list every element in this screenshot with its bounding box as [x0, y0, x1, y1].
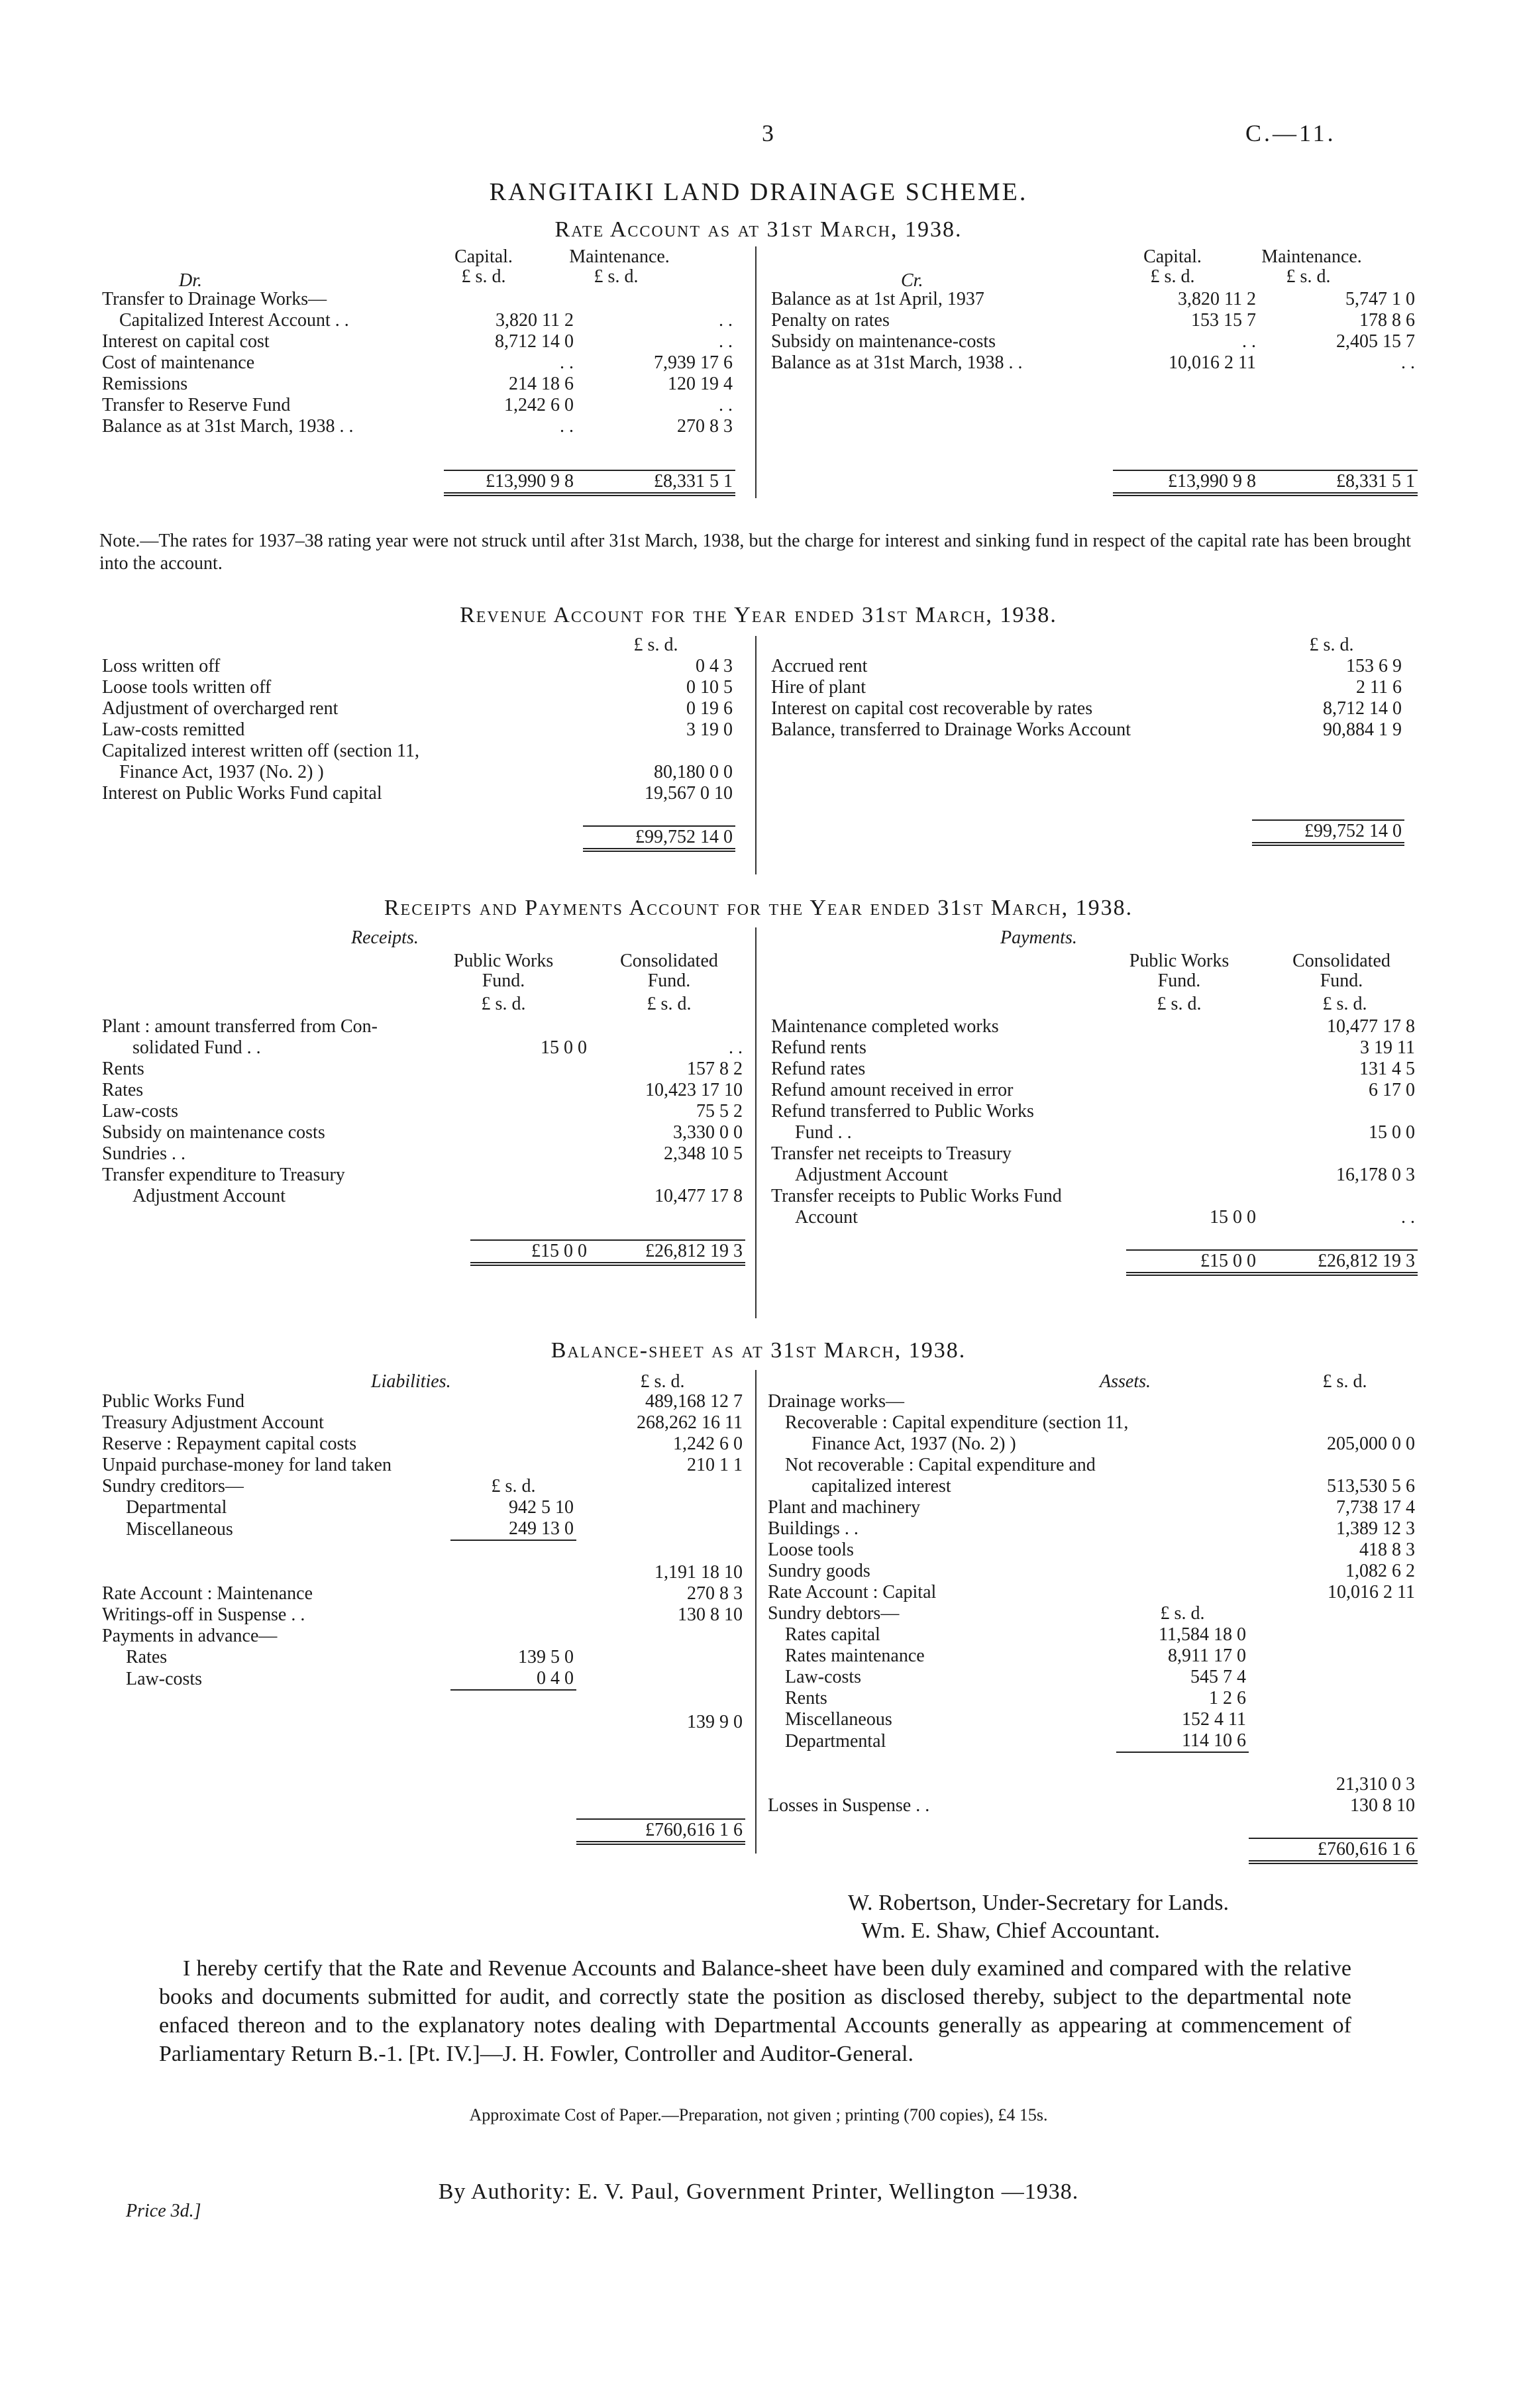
- assets-table: [765, 1391, 1418, 1864]
- table-row: Rates 10,423 17 10: [102, 1080, 743, 1100]
- table-row: Rents 1 2 6: [785, 1688, 1246, 1708]
- payments-cons-total: £26,812 19 3: [1259, 1250, 1418, 1274]
- table-row: Buildings . . 1,389 12 3: [768, 1518, 1415, 1539]
- table-row: capitalized interest 513,530 5 6: [811, 1476, 1415, 1496]
- rate-dr-label: Dr.: [179, 270, 203, 291]
- document-reference: C.—11.: [1245, 120, 1336, 146]
- balance-sheet-title: Balance-sheet as at 31st March, 1938.: [550, 1338, 967, 1363]
- assets-total: £760,616 1 6: [1249, 1838, 1418, 1862]
- receipts-cons-units: £ s. d.: [647, 994, 692, 1014]
- table-row: Maintenance completed works 10,477 17 8: [771, 1016, 1415, 1037]
- table-row: Finance Act, 1937 (No. 2) ) 205,000 0 0: [811, 1434, 1415, 1454]
- table-row: Accrued rent 153 6 9: [771, 656, 1402, 676]
- table-row: Interest on Public Works Fund capital 19,567 0 10: [102, 783, 733, 804]
- scheme-title: RANGITAIKI LAND DRAINAGE SCHEME.: [489, 178, 1028, 206]
- table-row: Rates maintenance 8,911 17 0: [785, 1646, 1246, 1666]
- table-row: Rates capital 11,584 18 0: [785, 1624, 1246, 1645]
- rate-cr-maintenance-units: £ s. d.: [1286, 266, 1331, 287]
- table-row: Cost of maintenance . . 7,939 17 6: [102, 352, 733, 373]
- printing-authority: By Authority: E. V. Paul, Government Printer, Wellington —1938.: [438, 2179, 1079, 2204]
- table-row: Writings-off in Suspense . . 130 8 10: [102, 1604, 743, 1625]
- table-row: Subsidy on maintenance-costs . . 2,405 15 7: [771, 331, 1415, 352]
- table-row: Sundries . . 2,348 10 5: [102, 1143, 743, 1164]
- receipts-payments-title: Receipts and Payments Account for the Year ended 31st March, 1938.: [384, 896, 1133, 920]
- payments-label: Payments.: [1000, 927, 1077, 948]
- payments-pwf-heading: Public Works Fund.: [1129, 951, 1229, 991]
- table-row: Hire of plant 2 11 6: [771, 677, 1402, 698]
- table-row: Interest on capital cost recoverable by rates 8,712 14 0: [771, 698, 1402, 719]
- table-row: Transfer to Drainage Works—: [102, 289, 327, 309]
- table-row: Fund . . 15 0 0: [795, 1122, 1415, 1143]
- table-row: Refund amount received in error 6 17 0: [771, 1080, 1415, 1100]
- payments-pwf-units: £ s. d.: [1157, 994, 1202, 1014]
- table-row: Law-costs 545 7 4: [785, 1667, 1246, 1687]
- revenue-right-total: £99,752 14 0: [1252, 820, 1404, 844]
- table-row: Losses in Suspense . . 130 8 10: [768, 1795, 1415, 1816]
- rate-cr-table: [768, 289, 1418, 496]
- table-row: Public Works Fund 489,168 12 7: [102, 1391, 743, 1412]
- table-row: Transfer net receipts to Treasury: [771, 1143, 1012, 1164]
- rate-dr-capital-units: £ s. d.: [461, 266, 506, 287]
- assets-label: Assets.: [1100, 1371, 1151, 1392]
- rate-dr-maintenance-total: £8,331 5 1: [576, 470, 735, 494]
- table-row: Transfer to Reserve Fund 1,242 6 0 . .: [102, 395, 733, 415]
- table-row: Remissions 214 18 6 120 19 4: [102, 374, 733, 394]
- rate-cr-maintenance-heading: Maintenance.: [1261, 246, 1362, 267]
- table-row: Balance as at 31st March, 1938 . . 10,016 2 11 . .: [771, 352, 1415, 373]
- table-row: Departmental 114 10 6: [785, 1730, 1246, 1752]
- table-row: Sundry debtors— £ s. d.: [768, 1603, 1205, 1624]
- receipts-pwf-heading: Public Works Fund.: [453, 951, 554, 991]
- table-row: solidated Fund . . 15 0 0 . .: [132, 1037, 743, 1058]
- table-row: Law-costs 0 4 0: [126, 1668, 574, 1689]
- receipts-pwf-units: £ s. d.: [481, 994, 526, 1014]
- table-row: Rates 139 5 0: [126, 1647, 574, 1667]
- table-row: Plant : amount transferred from Con-: [102, 1016, 378, 1037]
- table-row: Loose tools 418 8 3: [768, 1540, 1415, 1560]
- table-row: Loss written off 0 4 3: [102, 656, 733, 676]
- payments-cons-heading: Consolidated Fund.: [1292, 951, 1390, 991]
- payments-pwf-total: £15 0 0: [1126, 1250, 1259, 1274]
- table-row: Penalty on rates 153 15 7 178 8 6: [771, 310, 1415, 331]
- table-row: Balance as at 31st March, 1938 . . . . 270 8 3: [102, 416, 733, 437]
- table-row: Finance Act, 1937 (No. 2) ) 80,180 0 0: [119, 762, 733, 782]
- rate-dr-table: [99, 289, 735, 496]
- assets-total-row: [765, 1838, 1418, 1862]
- rate-cr-capital-units: £ s. d.: [1150, 266, 1195, 287]
- table-row: Capitalized Interest Account . . 3,820 11 2 . .: [119, 310, 733, 331]
- table-row: [765, 1752, 1418, 1774]
- table-row: Refund rates 131 4 5: [771, 1059, 1415, 1079]
- revenue-right-total-row: [768, 820, 1404, 844]
- table-row: Interest on capital cost 8,712 14 0 . .: [102, 331, 733, 352]
- table-row: Recoverable : Capital expenditure (section 11,: [785, 1412, 1129, 1433]
- liabilities-total: £760,616 1 6: [576, 1819, 745, 1843]
- payments-cons-units: £ s. d.: [1322, 994, 1367, 1014]
- table-row: Unpaid purchase-money for land taken 210 1 1: [102, 1455, 743, 1475]
- payments-totals-row: [768, 1250, 1418, 1274]
- table-row: Transfer expenditure to Treasury: [102, 1165, 345, 1185]
- rate-cr-label: Cr.: [901, 270, 923, 291]
- table-row: 1,191 18 10: [654, 1562, 743, 1583]
- rate-cr-maintenance-total: £8,331 5 1: [1259, 470, 1418, 494]
- table-row: Subsidy on maintenance costs 3,330 0 0: [102, 1122, 743, 1143]
- revenue-right-table: [768, 656, 1404, 846]
- revenue-left-units: £ s. d.: [633, 635, 678, 655]
- signature-under-secretary: W. Robertson, Under-Secretary for Lands.: [848, 1891, 1229, 1915]
- receipts-cons-total: £26,812 19 3: [590, 1240, 745, 1264]
- price: Price 3d.]: [126, 2201, 201, 2221]
- table-row: Reserve : Repayment capital costs 1,242 6 0: [102, 1434, 743, 1454]
- table-row: Adjustment Account 10,477 17 8: [132, 1186, 743, 1206]
- revenue-account-title: Revenue Account for the Year ended 31st March, 1938.: [460, 603, 1057, 627]
- table-row: Sundry goods 1,082 6 2: [768, 1561, 1415, 1581]
- signatures: [848, 1889, 1229, 1945]
- table-row: Adjustment Account 16,178 0 3: [795, 1165, 1415, 1185]
- rate-account-note: Note.—The rates for 1937–38 rating year were not struck until after 31st March, 1938, but the charge for interest and sinking fund in respect of the capital rate has been brought into the account.: [99, 531, 1411, 574]
- table-row: Not recoverable : Capital expenditure and: [785, 1455, 1096, 1475]
- table-row: Adjustment of overcharged rent 0 19 6: [102, 698, 733, 719]
- rate-dr-totals-row: [99, 470, 735, 494]
- table-row: Miscellaneous 249 13 0: [126, 1518, 574, 1540]
- receipts-cons-heading: Consolidated Fund.: [620, 951, 718, 991]
- liabilities-label: Liabilities.: [371, 1371, 451, 1392]
- table-row: Balance as at 1st April, 1937 3,820 11 2 5,747 1 0: [771, 289, 1415, 309]
- table-row: Drainage works—: [768, 1391, 905, 1412]
- audit-certificate: I hereby certify that the Rate and Revenue Accounts and Balance-sheet have been duly examined and compared with the relative books and documents submitted for audit, and correctly state the position as disclosed thereby, subject to the departmental note enfaced thereon and to the explanatory notes dealing with Departmental Accounts generally as appearing at commencement of Parliamentary Return B.-1. [Pt. IV.]—J. H. Fowler, Controller and Auditor-General.: [159, 1956, 1351, 2066]
- receipts-totals-row: [99, 1240, 745, 1264]
- rate-dr-maintenance-heading: Maintenance.: [569, 246, 670, 267]
- page-number: 3: [762, 120, 774, 146]
- receipts-label: Receipts.: [351, 927, 419, 948]
- table-row: Loose tools written off 0 10 5: [102, 677, 733, 698]
- table-row: Balance, transferred to Drainage Works Account 90,884 1 9: [771, 719, 1402, 740]
- rate-dr-maintenance-units: £ s. d.: [594, 266, 639, 287]
- liabilities-total-row: [99, 1819, 745, 1843]
- table-row: Rate Account : Capital 10,016 2 11: [768, 1582, 1415, 1602]
- payments-table: [768, 1016, 1418, 1276]
- cost-of-paper: Approximate Cost of Paper.—Preparation, not given ; printing (700 copies), £4 15s.: [469, 2105, 1048, 2124]
- table-row: Miscellaneous 152 4 11: [785, 1709, 1246, 1730]
- rate-account-title: Rate Account as at 31st March, 1938.: [554, 217, 963, 242]
- revenue-left-table: [99, 656, 735, 852]
- table-row: [99, 1540, 745, 1562]
- rate-dr-capital-total: £13,990 9 8: [444, 470, 576, 494]
- table-row: Account 15 0 0 . .: [795, 1207, 1415, 1228]
- rate-cr-capital-total: £13,990 9 8: [1113, 470, 1259, 494]
- table-row: Departmental 942 5 10: [126, 1497, 574, 1518]
- signature-chief-accountant: Wm. E. Shaw, Chief Accountant.: [861, 1918, 1161, 1943]
- rate-cr-totals-row: [768, 470, 1418, 494]
- liabilities-table: [99, 1391, 745, 1845]
- rate-cr-capital-heading: Capital.: [1143, 246, 1202, 267]
- table-row: 21,310 0 3: [1336, 1774, 1415, 1795]
- revenue-left-total: £99,752 14 0: [583, 826, 735, 850]
- revenue-left-total-row: [99, 826, 735, 850]
- table-row: Sundry creditors— £ s. d.: [102, 1476, 536, 1496]
- liabilities-units: £ s. d.: [640, 1371, 685, 1392]
- table-row: Capitalized interest written off (section 11,: [102, 741, 419, 761]
- table-row: Rate Account : Maintenance 270 8 3: [102, 1583, 743, 1604]
- rate-dr-capital-heading: Capital.: [454, 246, 513, 267]
- table-row: [99, 1690, 745, 1712]
- table-row: Refund transferred to Public Works: [771, 1101, 1034, 1122]
- table-row: Transfer receipts to Public Works Fund: [771, 1186, 1062, 1206]
- receipts-pwf-total: £15 0 0: [470, 1240, 590, 1264]
- table-row: Plant and machinery 7,738 17 4: [768, 1497, 1415, 1518]
- table-row: Payments in advance—: [102, 1626, 278, 1646]
- table-row: 139 9 0: [687, 1712, 743, 1732]
- table-row: Refund rents 3 19 11: [771, 1037, 1415, 1058]
- table-row: Law-costs remitted 3 19 0: [102, 719, 733, 740]
- table-row: Law-costs 75 5 2: [102, 1101, 743, 1122]
- assets-units: £ s. d.: [1322, 1371, 1367, 1392]
- table-row: Rents 157 8 2: [102, 1059, 743, 1079]
- table-row: Treasury Adjustment Account 268,262 16 11: [102, 1412, 743, 1433]
- receipts-table: [99, 1016, 745, 1266]
- revenue-right-units: £ s. d.: [1309, 635, 1354, 655]
